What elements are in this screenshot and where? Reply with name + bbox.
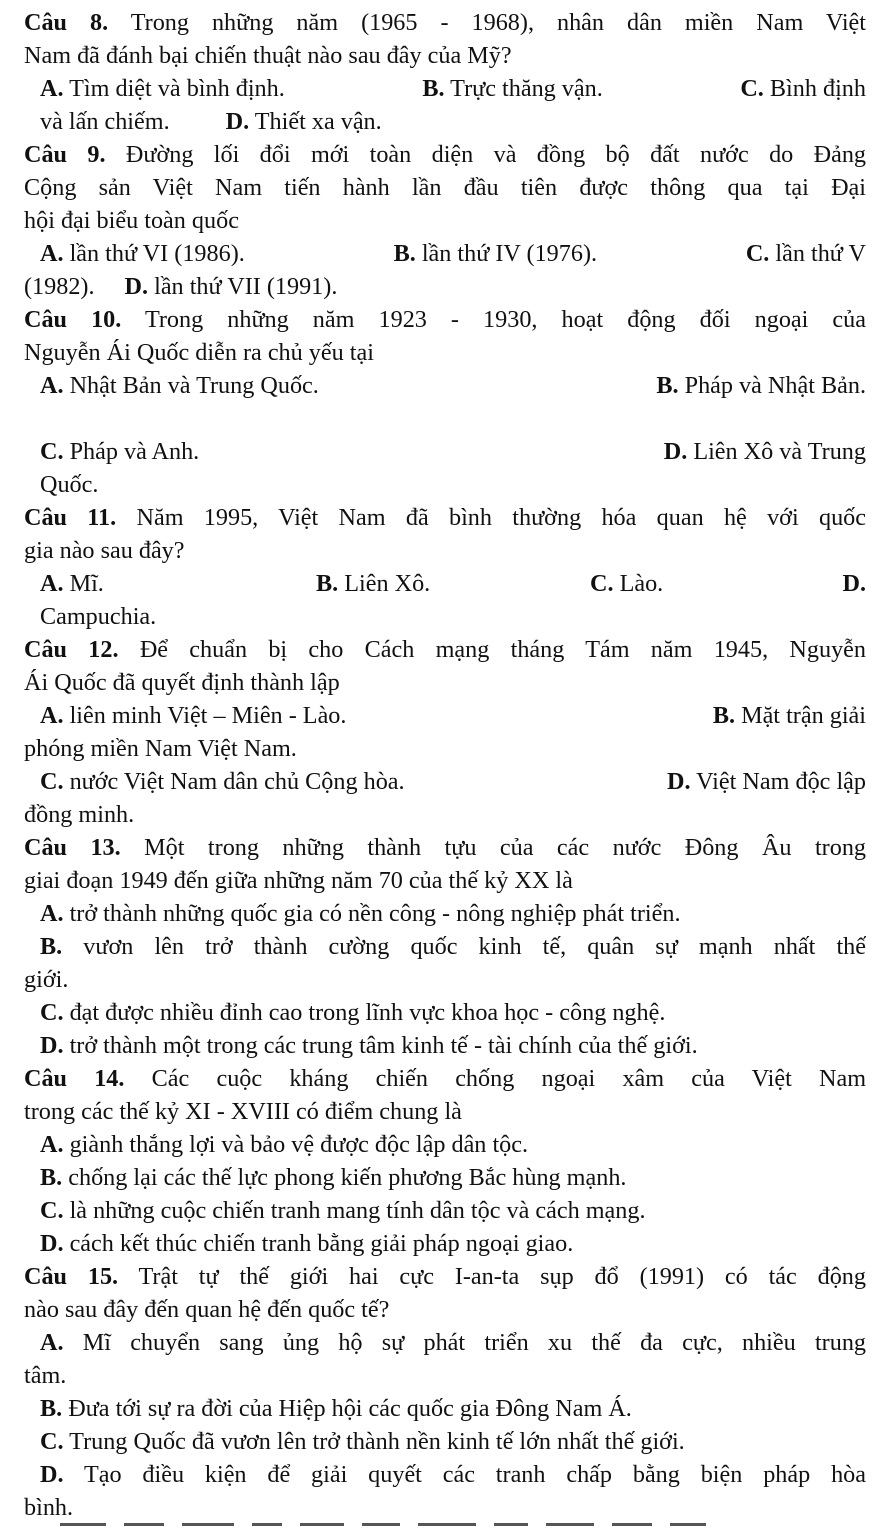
question-9-options-row-2: (1982). D. lần thứ VII (1991). — [24, 273, 338, 300]
q15-option-a-line-2: tâm. — [24, 1362, 67, 1389]
question-9-line-1: Câu 9. Đường lối đổi mới toàn diện và đồng bộ đất nước do Đảng — [24, 141, 866, 168]
question-12-options-row — [40, 699, 866, 733]
q14-option-b: B. chống lại các thế lực phong kiến phương Bắc hùng mạnh. — [40, 1164, 627, 1191]
question-14-line-2: trong các thế kỷ XI - XVIII có điểm chung là — [24, 1098, 462, 1125]
question-11-options-row-2: Campuchia. — [40, 603, 157, 630]
question-8-options-row — [40, 72, 866, 106]
question-15-line-1: Câu 15. Trật tự thế giới hai cực I-an-ta sụp đổ (1991) có tác động — [24, 1263, 866, 1290]
question-11-options-row — [40, 567, 866, 601]
q10-option-a: A. Nhật Bản và Trung Quốc. — [40, 372, 319, 399]
q10-option-c: C. Pháp và Anh. — [40, 438, 200, 465]
q8-option-c: C. Bình định — [740, 75, 866, 102]
question-13-line-1: Câu 13. Một trong những thành tựu của các nước Đông Âu trong — [24, 834, 866, 861]
q8-option-b: B. Trực thăng vận. — [422, 75, 603, 102]
question-11-line-2: gia nào sau đây? — [24, 537, 185, 564]
q9-option-b: B. lần thứ IV (1976). — [393, 240, 598, 267]
q11-option-a: A. Mĩ. — [40, 570, 104, 597]
question-8-line-2: Nam đã đánh bại chiến thuật nào sau đây của Mỹ? — [24, 42, 512, 69]
question-12-options-row-4: đồng minh. — [24, 801, 135, 828]
q12-option-d: D. Việt Nam độc lập — [667, 768, 866, 795]
q13-option-a: A. trở thành những quốc gia có nền công - nông nghiệp phát triển. — [40, 900, 681, 927]
q10-option-b: B. Pháp và Nhật Bản. — [656, 372, 866, 399]
question-12-line-1: Câu 12. Để chuẩn bị cho Cách mạng tháng Tám năm 1945, Nguyễn — [24, 636, 866, 663]
q11-option-c: C. Lào. — [590, 570, 664, 597]
question-13-line-2: giai đoạn 1949 đến giữa những năm 70 của thế kỷ XX là — [24, 867, 573, 894]
q15-option-a: A. Mĩ chuyển sang ủng hộ sự phát triển xu thế đa cực, nhiều trung — [40, 1329, 866, 1356]
question-9-line-2: Cộng sản Việt Nam tiến hành lần đầu tiên được thông qua tại Đại — [24, 174, 866, 201]
q13-option-b-line-2: giới. — [24, 966, 69, 993]
q14-option-c: C. là những cuộc chiến tranh mang tính dân tộc và cách mạng. — [40, 1197, 646, 1224]
q14-option-d: D. cách kết thúc chiến tranh bằng giải pháp ngoại giao. — [40, 1230, 574, 1257]
q15-option-d-line-2: bình. — [24, 1494, 74, 1521]
q13-option-b: B. vươn lên trở thành cường quốc kinh tế, quân sự mạnh nhất thế — [40, 933, 866, 960]
q9-option-a: A. lần thứ VI (1986). — [40, 240, 245, 267]
q10-option-d: D. Liên Xô và Trung — [663, 438, 866, 465]
question-10-options-row — [40, 369, 866, 403]
q15-option-c: C. Trung Quốc đã vươn lên trở thành nền kinh tế lớn nhất thế giới. — [40, 1428, 685, 1455]
question-9-options-row — [40, 237, 866, 271]
question-8-options-row-2: và lấn chiếm. D. Thiết xa vận. — [40, 108, 382, 135]
q15-option-b: B. Đưa tới sự ra đời của Hiệp hội các quốc gia Đông Nam Á. — [40, 1395, 632, 1422]
question-11-line-1: Câu 11. Năm 1995, Việt Nam đã bình thường hóa quan hệ với quốc — [24, 504, 866, 531]
q13-option-d: D. trở thành một trong các trung tâm kinh tế - tài chính của thế giới. — [40, 1032, 698, 1059]
q12-option-b: B. Mặt trận giải — [712, 702, 866, 729]
q9-option-c: C. lần thứ V — [745, 240, 866, 267]
q14-option-a: A. giành thắng lợi và bảo vệ được độc lập dân tộc. — [40, 1131, 529, 1158]
question-15-line-2: nào sau đây đến quan hệ đến quốc tế? — [24, 1296, 390, 1323]
q15-option-d: D. Tạo điều kiện để giải quyết các tranh chấp bằng biện pháp hòa — [40, 1461, 866, 1488]
question-14-line-1: Câu 14. Các cuộc kháng chiến chống ngoại xâm của Việt Nam — [24, 1065, 866, 1092]
q8-option-a: A. Tìm diệt và bình định. — [40, 75, 285, 102]
question-8-line-1: Câu 8. Trong những năm (1965 - 1968), nhân dân miền Nam Việt — [24, 9, 866, 36]
q13-option-c: C. đạt được nhiều đỉnh cao trong lĩnh vực khoa học - công nghệ. — [40, 999, 666, 1026]
question-10-options-row-3: Quốc. — [40, 471, 99, 498]
q12-option-c: C. nước Việt Nam dân chủ Cộng hòa. — [40, 768, 405, 795]
question-12-options-row-3 — [40, 765, 866, 799]
question-12-options-row-2: phóng miền Nam Việt Nam. — [24, 735, 297, 762]
question-10-line-2: Nguyễn Ái Quốc diễn ra chủ yếu tại — [24, 339, 374, 366]
question-9-line-3: hội đại biểu toàn quốc — [24, 207, 239, 234]
question-10-options-row-2 — [40, 435, 866, 469]
cropped-next-question-line — [0, 1521, 874, 1533]
question-12-line-2: Ái Quốc đã quyết định thành lập — [24, 669, 340, 696]
q12-option-a: A. liên minh Việt – Miên - Lào. — [40, 702, 347, 729]
q11-option-b: B. Liên Xô. — [316, 570, 431, 597]
question-10-line-1: Câu 10. Trong những năm 1923 - 1930, hoạt động đối ngoại của — [24, 306, 866, 333]
q11-option-d: D. — [842, 570, 866, 597]
